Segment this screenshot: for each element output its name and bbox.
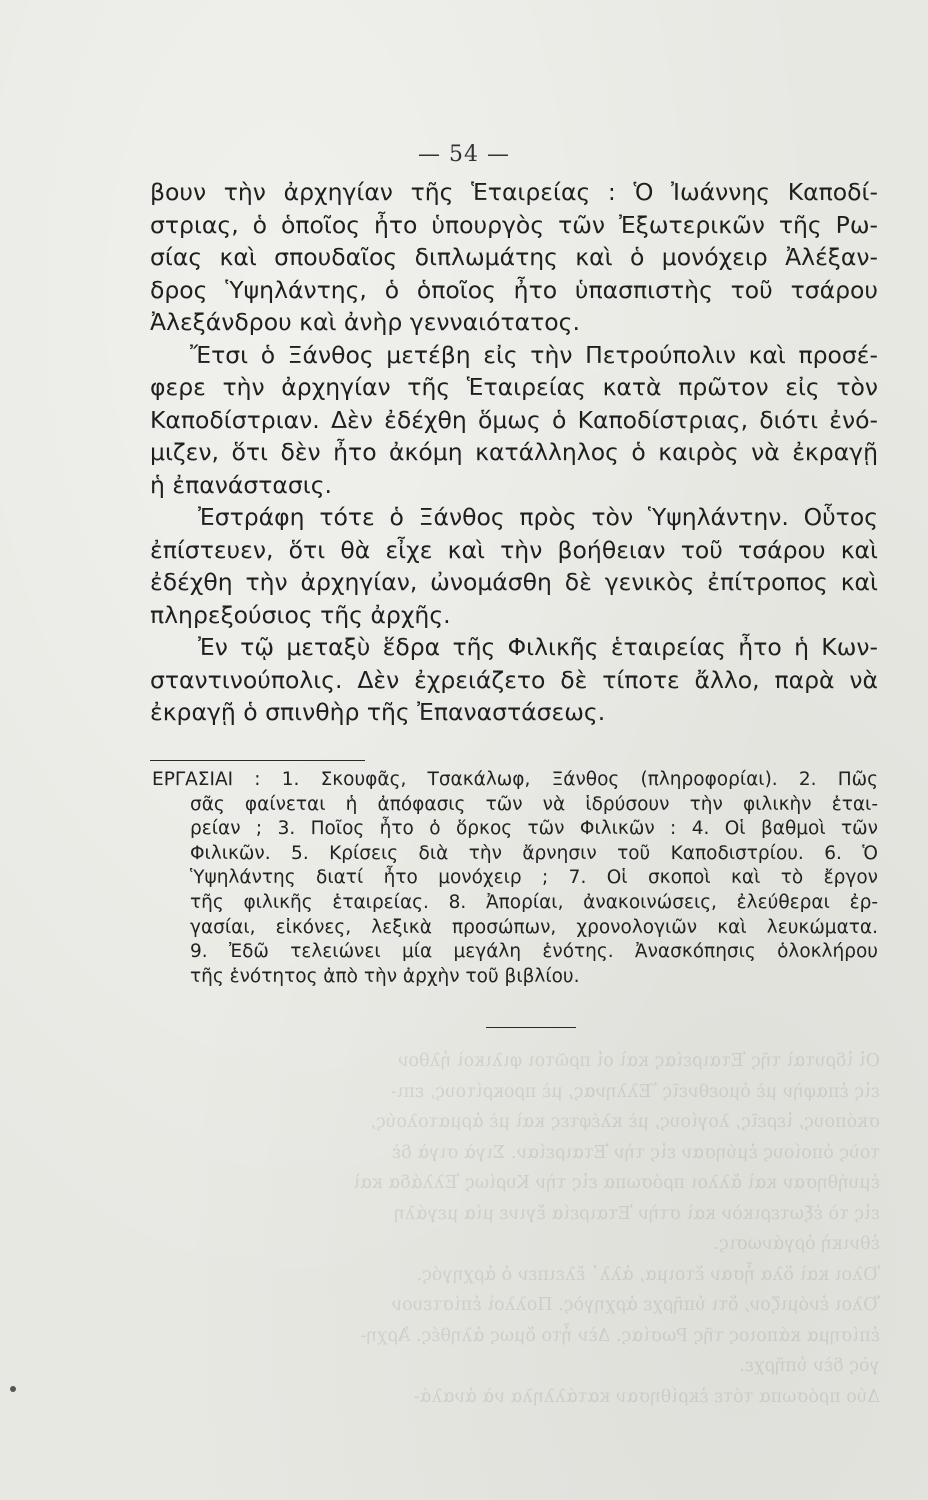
exercise-line: ΕΡΓΑΣΙΑΙ : 1. Σκουφᾶς, Τσακάλωφ, Ξάνθος (πληροφορίαι). 2. Πῶς	[152, 769, 878, 790]
bleed-line: τοὺς ὁποίους ἐμύησαν εἰς τὴν Ἑταιρείαν. Σιγὰ σιγὰ δὲ	[391, 1142, 880, 1163]
text-line: Ἐστράφη τότε ὁ Ξάνθος πρὸς τὸν Ὑψηλάντην. Οὗτος	[198, 503, 878, 531]
bleed-line: Δύο πρόσωπα τότε ἐκρίθησαν κατάλληλα νὰ ἀναλά-	[413, 1386, 880, 1407]
bleed-line: ἐθνικὴ ὀργάνωσις.	[713, 1234, 880, 1254]
bleed-line: ἐπίσημα κάποιος τῆς Ρωσίας. Δὲν ἦτο ὅμως ἀληθές. Ἀρχη-	[360, 1325, 880, 1346]
ink-speck	[10, 1386, 16, 1392]
exercises-section	[152, 768, 878, 989]
bleed-line: γὸς δὲν ὑπῆρχε.	[739, 1356, 880, 1376]
exercise-line: 9. Ἐδῶ τελειώνει μία μεγάλη ἑνότης. Ἀνασκόπησις ὁλοκλήρου	[190, 941, 878, 963]
bleed-line: Ὅλοι ἐνόμιζον, ὅτι ὑπῆρχε ἀρχηγὸς. Πολλοὶ ἐπίστευον	[391, 1295, 880, 1315]
text-line: πληρεξούσιος τῆς ἀρχῆς.	[150, 600, 451, 629]
bleed-line: Οἱ ἱδρυταὶ τῆς Ἑταιρείας καὶ οἱ πρῶτοι φιλικοὶ ἦλθον	[397, 1051, 880, 1071]
exercise-line: Ὑψηλάντης διατί ἦτο μονόχειρ ; 7. Οἱ σκοποὶ καὶ τὸ ἔργον	[190, 867, 878, 889]
exercise-line: τῆς ἑνότητος ἀπὸ τὴν ἀρχὴν τοῦ βιβλίου.	[190, 965, 580, 987]
text-line: δρος Ὑψηλάντης, ὁ ὁποῖος ἦτο ὑπασπιστὴς τοῦ τσάρου	[150, 275, 878, 304]
text-line: ἐκραγῇ ὁ σπινθὴρ τῆς Ἐπαναστάσεως.	[150, 698, 606, 726]
main-text	[150, 176, 878, 729]
text-line: ἡ ἐπανάστασις.	[150, 470, 332, 499]
text-line: μιζεν, ὅτι δὲν ἦτο ἀκόμη κατάλληλος ὁ καιρὸς νὰ ἐκραγῇ	[150, 438, 878, 466]
bleed-line: ἐμυήθησαν καὶ ἄλλοι πρόσωπα εἰς τὴν Κυρίως Ἑλλάδα καὶ	[353, 1173, 880, 1193]
section-divider	[150, 760, 365, 761]
bleed-line: εἰς ἐπαφὴν μὲ ὁμοεθνεῖς Ἕλληνας, μὲ προκρίτους, επι-	[390, 1081, 880, 1102]
text-line: Καποδίστριαν. Δὲν ἐδέχθη ὅμως ὁ Καποδίστριας, διότι ἐνό-	[150, 405, 878, 434]
bleed-line: Ὅλοι καὶ ὅλα ἦσαν ἕτοιμα, ἀλλ᾽ ἔλειπεν ὁ ἀρχηγός.	[416, 1264, 880, 1285]
text-line: Ἀλεξάνδρου καὶ ἀνὴρ γενναιότατος.	[150, 308, 580, 336]
exercise-line: Φιλικῶν. 5. Κρίσεις διὰ τὴν ἄρνησιν τοῦ Καποδιστρίου. 6. Ὁ	[190, 842, 878, 864]
text-line: ἐδέχθη τὴν ἀρχηγίαν, ὠνομάσθη δὲ γενικὸς ἐπίτροπος καὶ	[150, 568, 878, 596]
text-line: ἐπίστευεν, ὅτι θὰ εἶχε καὶ τὴν βοήθειαν τοῦ τσάρου καὶ	[150, 535, 878, 564]
end-divider	[486, 1027, 576, 1028]
bleed-line: σκόπους, ἱερεῖς, λογίους, μὲ κλέφτες καὶ μὲ ἁρματολούς,	[370, 1112, 880, 1132]
exercise-line: ρείαν ; 3. Ποῖος ἦτο ὁ ὅρκος τῶν Φιλικῶν : 4. Οἱ βαθμοὶ τῶν	[190, 818, 878, 840]
exercise-line: τῆς φιλικῆς ἑταιρείας. 8. Ἀπορίαι, ἀνακοινώσεις, ἐλεύθεραι ἐρ-	[190, 891, 878, 913]
bleed-line: εἰς τὸ ἐξωτερικὸν καὶ στὴν Ἑταιρεία ἔγινε μία μεγάλη	[393, 1203, 880, 1224]
text-line: βουν τὴν ἀρχηγίαν τῆς Ἑταιρείας : Ὁ Ἰωάννης Καποδί-	[150, 178, 878, 206]
text-line: σίας καὶ σπουδαῖος διπλωμάτης καὶ ὁ μονόχειρ Ἀλέξαν-	[150, 243, 878, 271]
text-line: Ἐν τῷ μεταξὺ ἕδρα τῆς Φιλικῆς ἑταιρείας ἦτο ἡ Κων-	[198, 633, 878, 661]
text-line: σταντινούπολις. Δὲν ἐχρειάζετο δὲ τίποτε ἄλλο, παρὰ νὰ	[150, 665, 878, 694]
text-line: στριας, ὁ ὁποῖος ἦτο ὑπουργὸς τῶν Ἐξωτερικῶν τῆς Ρω-	[150, 210, 878, 239]
text-line: φερε τὴν ἀρχηγίαν τῆς Ἑταιρείας κατὰ πρῶτον εἰς τὸν	[150, 373, 878, 401]
exercise-line: σᾶς φαίνεται ἡ ἀπόφασις τῶν νὰ ἱδρύσουν τὴν φιλικὴν ἑται-	[190, 793, 878, 815]
text-line: Ἔτσι ὁ Ξάνθος μετέβη εἰς τὴν Πετρούπολιν καὶ προσέ-	[190, 340, 878, 369]
bleed-through-text	[150, 1046, 880, 1412]
page-number: — 54 —	[418, 142, 510, 167]
exercise-line: γασίαι, εἰκόνες, λεξικὰ προσώπων, χρονολογιῶν καὶ λευκώματα.	[190, 916, 878, 938]
